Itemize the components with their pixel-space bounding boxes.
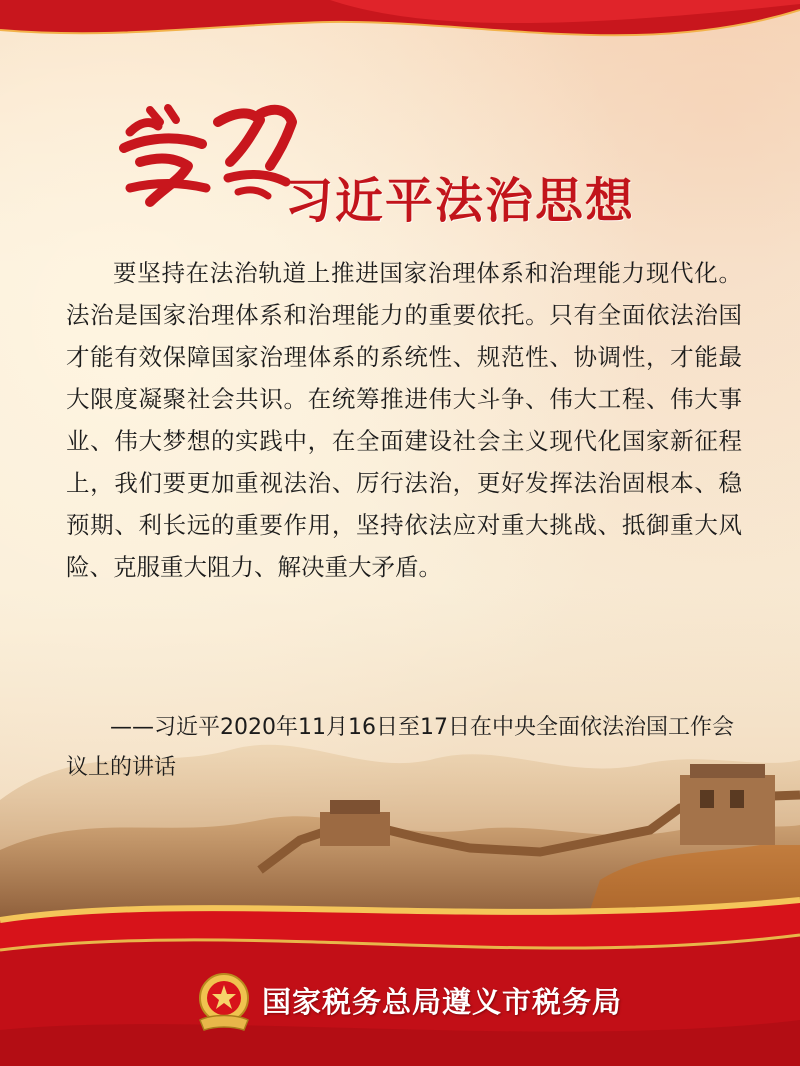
- organization-name: 国家税务总局遵义市税务局: [262, 985, 623, 1019]
- page-title: 习近平法治思想: [285, 173, 636, 229]
- quote-body: 要坚持在法治轨道上推进国家治理体系和治理能力现代化。法治是国家治理体系和治理能力的重要依托。只有全面依法治国才能有效保障国家治理体系的系统性、规范性、协调性，才能最大限度凝聚社会共识。在统筹推进伟大斗争、伟大工程、伟大事业、伟大梦想的实践中，在全面建设社会主义现代化国家新征程上，我们要更加重视法治、厉行法治，更好发挥法治固根本、稳预期、利长远的重要作用，坚持依法应对重大挑战、抵御重大风险、克服重大阻力、解决重大矛盾。: [66, 259, 742, 581]
- cursive-study-heading: [110, 92, 300, 222]
- footer-band: [0, 880, 800, 1066]
- tax-emblem-icon: [194, 970, 254, 1036]
- quote-source: ——习近平2020年11月16日至17日在中央全面依法治国工作会议上的讲话: [66, 715, 734, 780]
